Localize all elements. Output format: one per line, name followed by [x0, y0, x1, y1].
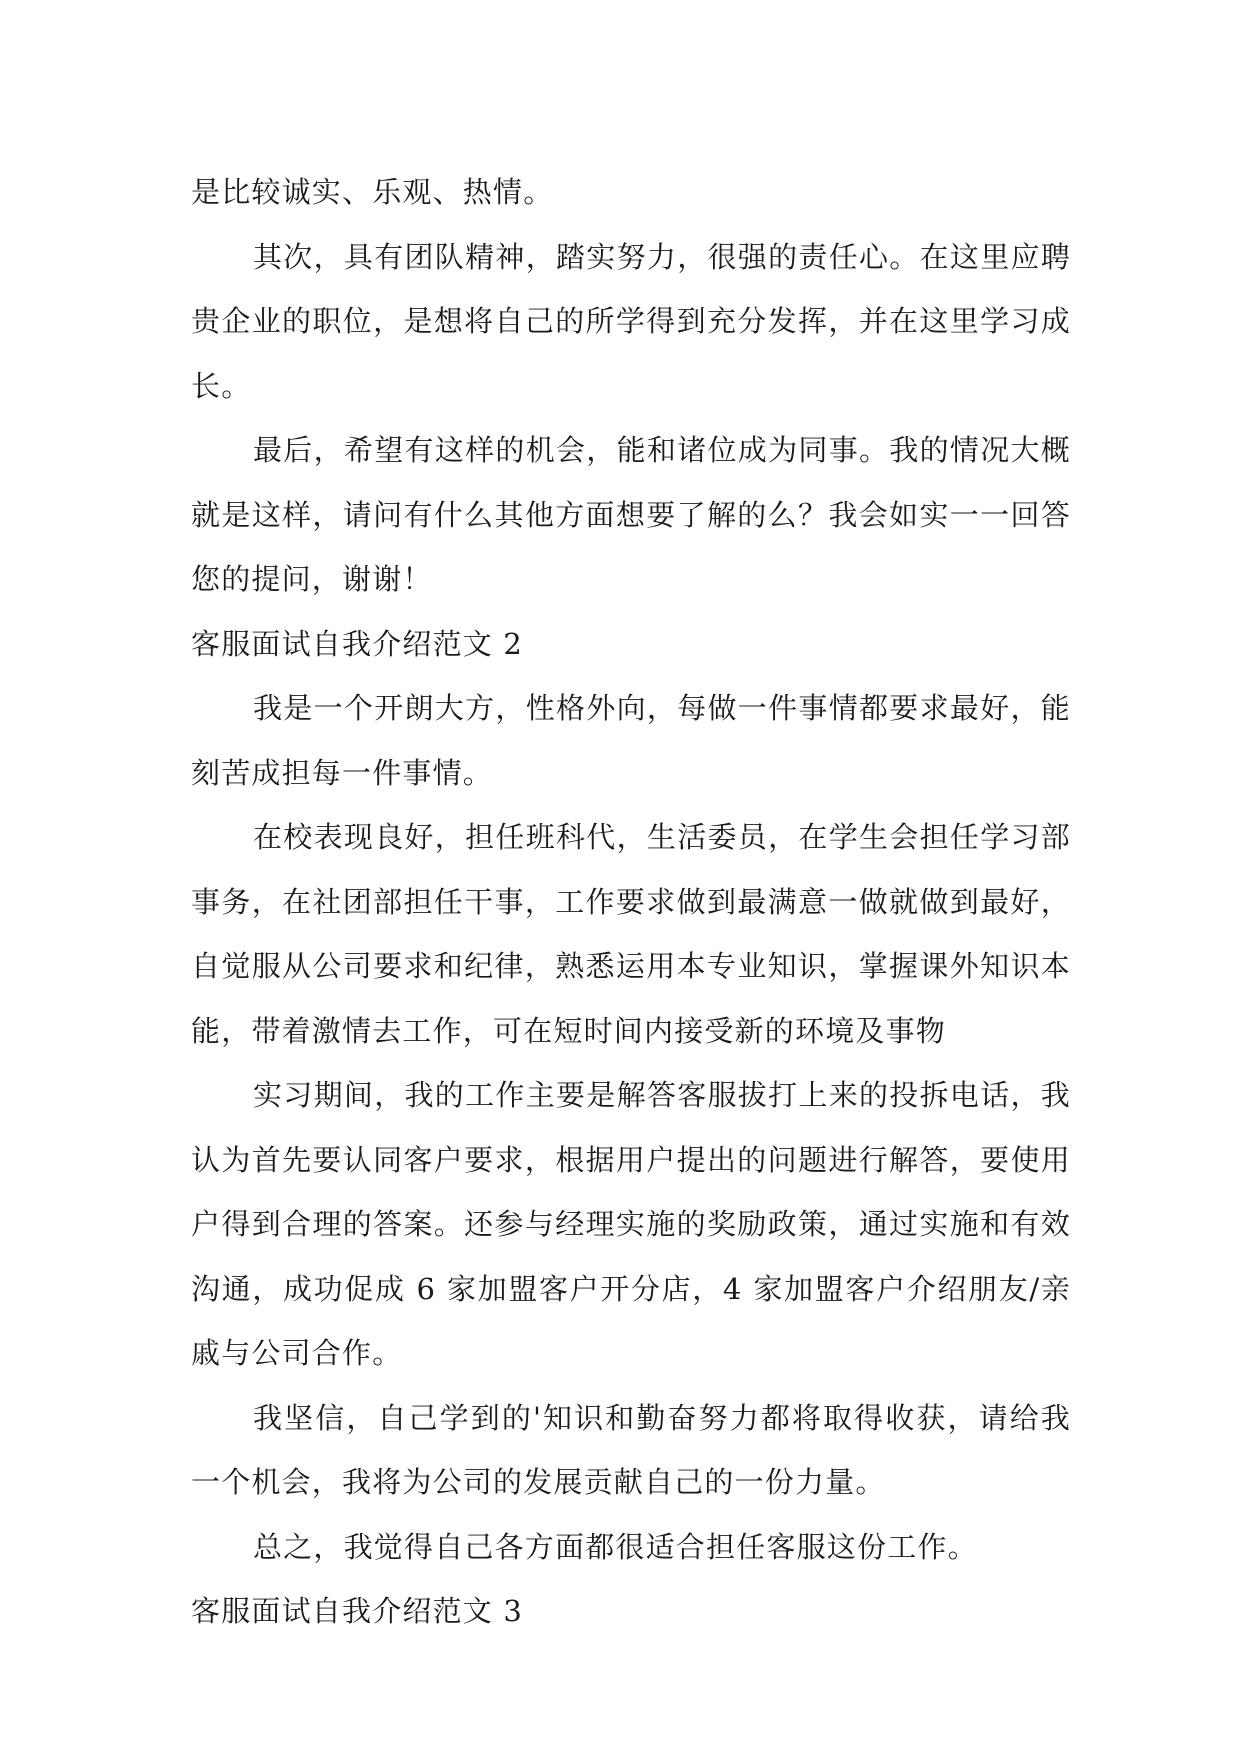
paragraph-5: 在校表现良好，担任班科代，生活委员，在学生会担任学习部事务，在社团部担任干事，工作要求做到最满意一做就做到最好，自觉服从公司要求和纪律，熟悉运用本专业知识，掌握课外知识本能，带着激情去工作，可在短时间内接受新的环境及事物 — [191, 820, 1071, 1048]
paragraph-6: 实习期间，我的工作主要是解答客服拔打上来的投拆电话，我认为首先要认同客户要求，根据用户提出的问题进行解答，要使用户得到合理的答案。还参与经理实施的奖励政策，通过实施和有效沟通，成功促成 6 家加盟客户开分店，4 家加盟客户介绍朋友/亲戚与公司合作。 — [191, 1078, 1071, 1370]
paragraph-3: 最后，希望有这样的机会，能和诸位成为同事。我的情况大概就是这样，请问有什么其他方面想要了解的么？我会如实一一回答您的提问，谢谢！ — [191, 433, 1071, 596]
paragraph-8: 总之，我觉得自己各方面都很适合担任客服这份工作。 — [253, 1529, 978, 1564]
paragraph-4: 我是一个开朗大方，性格外向，每做一件事情都要求最好，能刻苦成担每一件事情。 — [191, 691, 1071, 790]
document-body — [191, 160, 1071, 1644]
section-heading-2: 客服面试自我介绍范文 2 — [191, 626, 524, 661]
paragraph-2: 其次，具有团队精神，踏实努力，很强的责任心。在这里应聘贵企业的职位，是想将自己的所学得到充分发挥，并在这里学习成长。 — [191, 239, 1071, 403]
paragraph-1: 是比较诚实、乐观、热情。 — [191, 175, 554, 209]
paragraph-7: 我坚信，自己学到的'知识和勤奋努力都将取得收获，请给我一个机会，我将为公司的发展贡献自己的一份力量。 — [191, 1400, 1071, 1499]
section-heading-3: 客服面试自我介绍范文 3 — [191, 1594, 524, 1628]
